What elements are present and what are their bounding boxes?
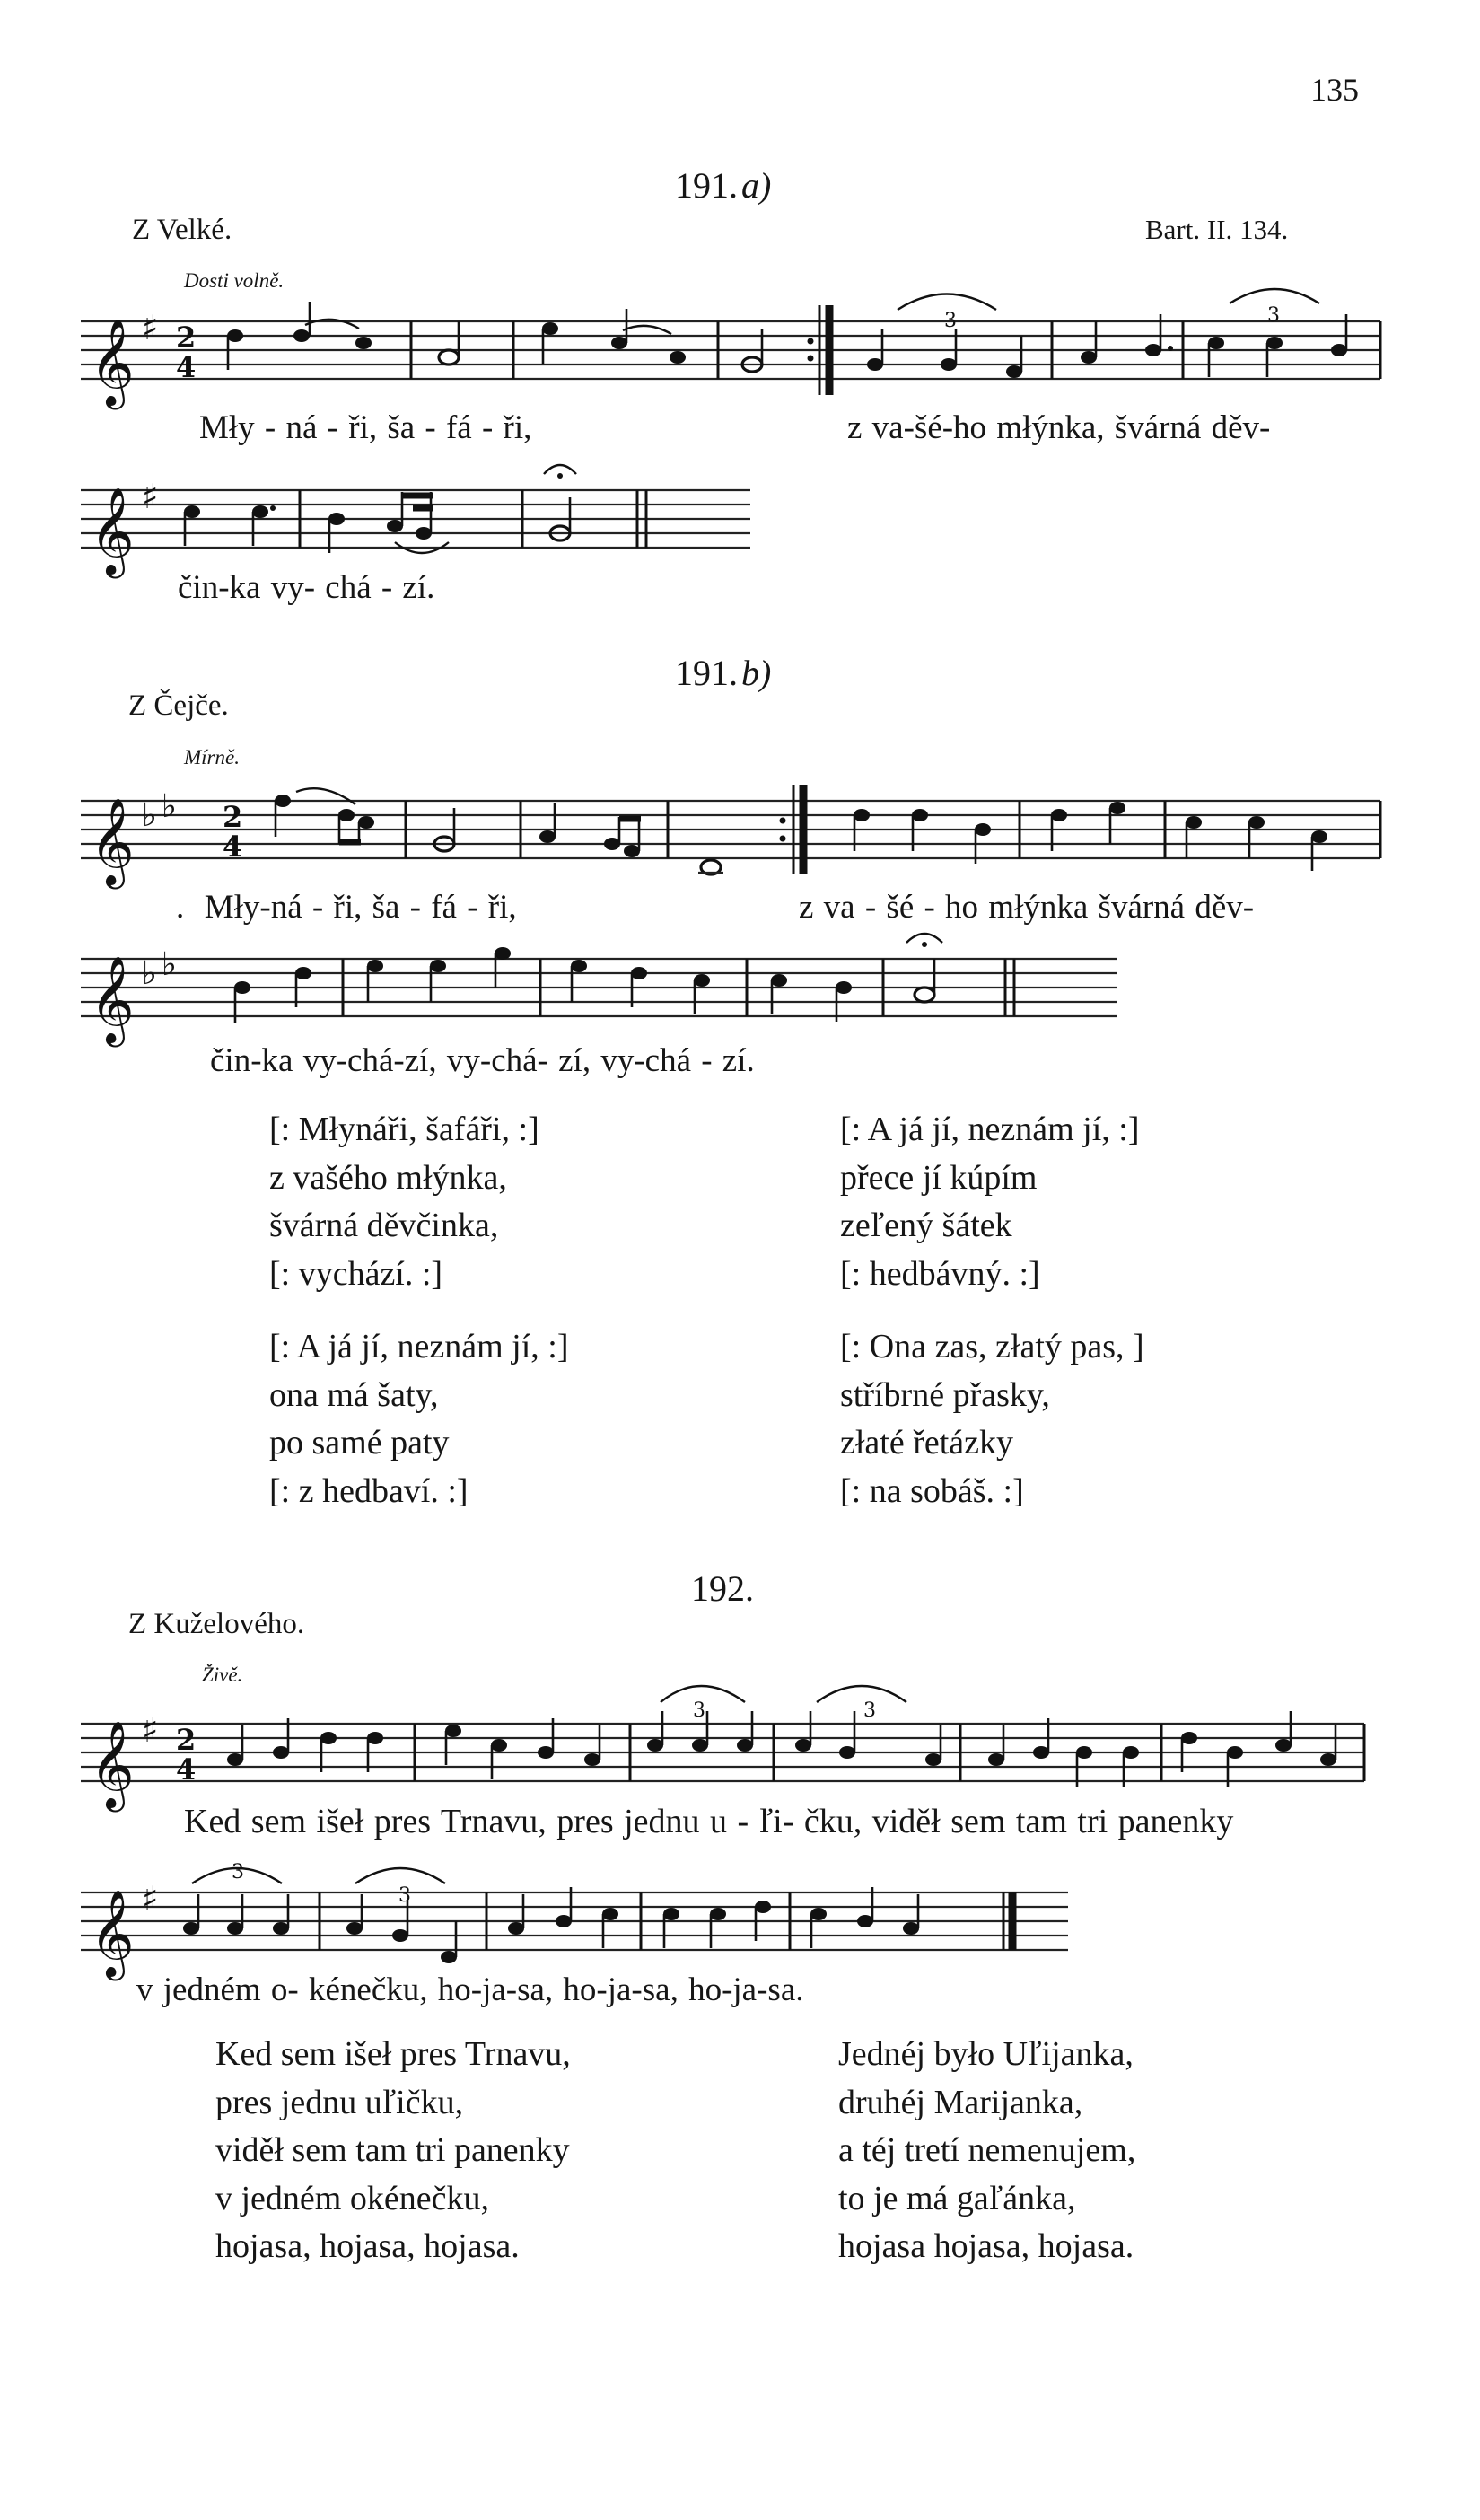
- svg-text:♯: ♯: [142, 477, 159, 516]
- lyrics-line: čin-ka vy- chá - zí.: [178, 569, 435, 606]
- verse-line: pres jednu uľičku,: [215, 2083, 464, 2121]
- song-source: Z Čejče.: [128, 689, 229, 722]
- svg-text:♭: ♭: [162, 946, 177, 983]
- svg-text:♭: ♭: [162, 788, 177, 825]
- verse-line: švárná děvčinka,: [269, 1207, 499, 1244]
- svg-text:4: 4: [176, 1752, 197, 1787]
- lyrics-line: v jedném o- kénečku, ho-ja-sa, ho-ja-sa, ho-ja-sa.: [136, 1971, 804, 2008]
- lyrics-line: čin-ka vy-chá-zí, vy-chá- zí, vy-chá - zí.: [210, 1042, 755, 1079]
- song-source: Z Kuželového.: [128, 1608, 305, 1640]
- svg-text:3: 3: [693, 1699, 705, 1722]
- verse-line: ona má šaty,: [269, 1375, 439, 1414]
- svg-text:𝄞: 𝄞: [90, 1720, 135, 1808]
- svg-text:𝄞: 𝄞: [90, 1889, 135, 1977]
- lyrics-line: z va - šé - ho młýnka švárná děv-: [799, 889, 1255, 926]
- svg-text:2: 2: [176, 320, 197, 355]
- lyrics-line: z va-šé-ho młýnka, švárná děv-: [847, 409, 1271, 446]
- song-number: 192.: [691, 1568, 754, 1609]
- svg-text:3: 3: [944, 310, 957, 332]
- verse-line: [: Młynáři, šafáři, :]: [269, 1111, 539, 1148]
- verse-line: [: hedbávný. :]: [840, 1254, 1040, 1293]
- svg-text:3: 3: [863, 1699, 876, 1722]
- verse-line: [: vychází. :]: [269, 1254, 443, 1293]
- verse-line: to je má gaľánka,: [838, 2179, 1076, 2217]
- svg-text:3: 3: [232, 1861, 244, 1883]
- svg-text:♯: ♯: [142, 1710, 159, 1750]
- song-number: 191. b): [675, 653, 772, 693]
- verse-stanza: [215, 2031, 571, 2271]
- song-number: 191. a): [675, 165, 772, 206]
- lyrics-line: . Mły-ná - ři, ša - fá - ři,: [176, 889, 517, 926]
- svg-text:3: 3: [398, 1884, 411, 1907]
- verse-line: zeľený šátek: [840, 1207, 1012, 1244]
- svg-text:4: 4: [223, 830, 243, 864]
- svg-text:2: 2: [176, 1723, 197, 1757]
- tempo-marking: Živě.: [202, 1664, 243, 1686]
- lyrics-line: Mły - ná - ři, ša - fá - ři,: [199, 409, 532, 446]
- svg-text:♭: ♭: [142, 797, 157, 834]
- verse-line: po samé paty: [269, 1424, 450, 1462]
- svg-text:𝄞: 𝄞: [90, 318, 135, 406]
- verse-line: viděł sem tam tri panenky: [215, 2131, 570, 2169]
- verse-line: [: na sobáš. :]: [840, 1471, 1024, 1510]
- svg-text:♯: ♯: [142, 308, 159, 347]
- svg-text:3: 3: [1267, 304, 1280, 327]
- verse-line: hojasa hojasa, hojasa.: [838, 2227, 1134, 2265]
- page-number: 135: [1310, 72, 1359, 108]
- verse-line: hojasa, hojasa, hojasa.: [215, 2227, 520, 2265]
- verse-line: přece jí kúpím: [840, 1158, 1038, 1197]
- lyrics-line: Ked sem išeł pres Trnavu, pres jednu u - ľi- čku, viděł sem tam tri panenky: [184, 1803, 1234, 1840]
- verse-stanza: [838, 2031, 1135, 2271]
- verse-line: złaté řetázky: [840, 1424, 1014, 1462]
- collection-reference: Bart. II. 134.: [1145, 214, 1289, 245]
- verse-line: stříbrné přasky,: [840, 1375, 1050, 1414]
- song-source: Z Velké.: [132, 214, 232, 246]
- verse-line: Ked sem išeł pres Trnavu,: [215, 2035, 571, 2073]
- svg-text:𝄞: 𝄞: [90, 797, 135, 885]
- verse-line: [: z hedbaví. :]: [269, 1471, 469, 1510]
- verse-line: [: A já jí, neznám jí, :]: [840, 1111, 1140, 1148]
- svg-text:♯: ♯: [142, 1879, 159, 1919]
- tempo-marking: Mírně.: [184, 746, 240, 768]
- verse-line: [: A já jí, neznám jí, :]: [269, 1328, 569, 1365]
- verse-line: z vašého młýnka,: [269, 1158, 507, 1197]
- verse-line: v jedném okénečku,: [215, 2179, 489, 2217]
- verse-line: [: Ona zas, złatý pas, ]: [840, 1328, 1144, 1365]
- svg-text:𝄞: 𝄞: [90, 955, 135, 1043]
- verse-line: a téj tretí nemenujem,: [838, 2131, 1136, 2169]
- svg-text:𝄞: 𝄞: [90, 487, 135, 575]
- svg-text:2: 2: [223, 800, 243, 834]
- verse-line: Jednéj było Uľijanka,: [838, 2035, 1134, 2073]
- tempo-marking: Dosti volně.: [184, 269, 285, 292]
- svg-text:♭: ♭: [142, 955, 157, 992]
- verse-line: druhéj Marijanka,: [838, 2083, 1083, 2121]
- svg-text:4: 4: [176, 350, 197, 384]
